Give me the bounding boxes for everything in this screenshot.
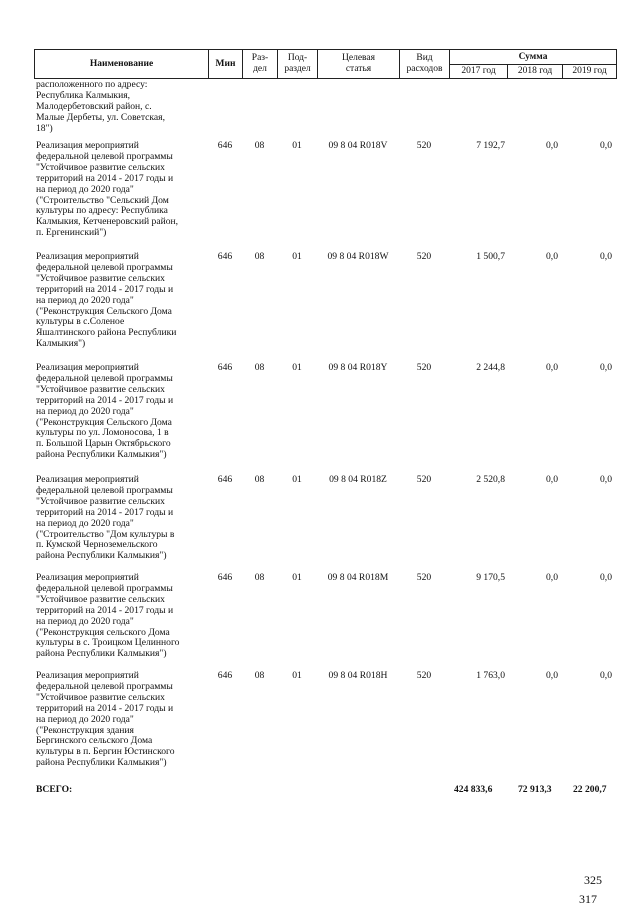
row-2018: 0,0 xyxy=(546,474,558,485)
row-celevaya: 09 8 04 R018W xyxy=(327,251,389,262)
row-2018: 0,0 xyxy=(546,670,558,681)
row-podrazdel: 01 xyxy=(292,474,302,485)
row-name: Реализация мероприятий федеральной целевой программы "Устойчивое развитие сельских территорий на 2014 - 2017 годы и на период до 2020 года" ("Реконструкция здания Бергинского сельского Дома культуры в п. Бергин Юстинского района Республики Калмыкия") xyxy=(36,670,175,769)
row-razdel: 08 xyxy=(254,251,265,262)
header-celevaya: Целевая статья xyxy=(318,50,400,79)
row-min: 646 xyxy=(217,670,233,681)
row-podrazdel: 01 xyxy=(292,670,302,681)
row-razdel: 08 xyxy=(254,362,265,373)
row-2017: 2 520,8 xyxy=(476,474,505,485)
row-vid: 520 xyxy=(416,670,432,681)
row-razdel: 08 xyxy=(254,474,265,485)
row-podrazdel: 01 xyxy=(292,572,302,583)
row-min: 646 xyxy=(217,572,233,583)
row-razdel: 08 xyxy=(254,572,265,583)
row-name: Реализация мероприятий федеральной целевой программы "Устойчивое развитие сельских территорий на 2014 - 2017 годы и на период до 2020 года" ("Реконструкция Сельского Дома культуры по ул. Ломоносова, 1 в п. Большой Царын Октябрьского района Республики Калмыкия") xyxy=(36,362,174,461)
row-2017: 9 170,5 xyxy=(476,572,505,583)
header-summa: Сумма xyxy=(450,50,617,65)
row-2017: 1 763,0 xyxy=(476,670,505,681)
row-podrazdel: 01 xyxy=(292,362,302,373)
row-celevaya: 09 8 04 R018Z xyxy=(329,474,387,485)
row-vid: 520 xyxy=(416,140,432,151)
row-vid: 520 xyxy=(416,572,432,583)
row-2019: 0,0 xyxy=(600,670,612,681)
row-celevaya: 09 8 04 R018Y xyxy=(328,362,388,373)
total-2018: 72 913,3 xyxy=(518,784,552,795)
total-label: ВСЕГО: xyxy=(36,784,73,795)
total-2019: 22 200,7 xyxy=(573,784,607,795)
page-number-upper: 325 xyxy=(584,873,602,887)
total-row xyxy=(36,784,616,798)
row-2018: 0,0 xyxy=(546,251,558,262)
header-vid: Вид расходов xyxy=(400,50,450,79)
row-2019: 0,0 xyxy=(600,362,612,373)
row-2019: 0,0 xyxy=(600,474,612,485)
row-vid: 520 xyxy=(416,474,432,485)
row-min: 646 xyxy=(217,474,233,485)
header-name: Наименование xyxy=(35,50,209,79)
header-min: Мин xyxy=(209,50,243,79)
row-2019: 0,0 xyxy=(600,572,612,583)
row-celevaya: 09 8 04 R018V xyxy=(328,140,388,151)
row-2017: 2 244,8 xyxy=(476,362,505,373)
row-2018: 0,0 xyxy=(546,572,558,583)
row-razdel: 08 xyxy=(254,670,265,681)
header-2017: 2017 год xyxy=(450,65,508,79)
row-podrazdel: 01 xyxy=(292,251,302,262)
row-vid: 520 xyxy=(416,362,432,373)
row-name: Реализация мероприятий федеральной целевой программы "Устойчивое развитие сельских территорий на 2014 - 2017 годы и на период до 2020 года" ("Реконструкция Сельского Дома культуры в с.Соленое Яшалтинского района Республики Калмыкия") xyxy=(36,251,177,350)
row-min: 646 xyxy=(217,251,233,262)
row-name: расположенного по адресу: Республика Калмыкия, Малодербетовский район, с. Малые Дербеты, ул. Советская, 18") xyxy=(36,79,165,134)
row-name: Реализация мероприятий федеральной целевой программы "Устойчивое развитие сельских территорий на 2014 - 2017 годы и на период до 2020 года" ("Реконструкция сельского Дома культуры в с. Троицком Целинного района Республики Калмыкия") xyxy=(36,572,180,660)
row-min: 646 xyxy=(217,362,233,373)
header-podrazdel: Под- раздел xyxy=(278,50,318,79)
row-2019: 0,0 xyxy=(600,140,612,151)
row-celevaya: 09 8 04 R018M xyxy=(327,572,389,583)
row-podrazdel: 01 xyxy=(292,140,302,151)
header-2018: 2018 год xyxy=(508,65,563,79)
row-min: 646 xyxy=(217,140,233,151)
row-2017: 7 192,7 xyxy=(476,140,505,151)
header-razdel: Раз- дел xyxy=(243,50,278,79)
row-vid: 520 xyxy=(416,251,432,262)
table-header xyxy=(34,49,617,79)
row-2017: 1 500,7 xyxy=(476,251,505,262)
row-2019: 0,0 xyxy=(600,251,612,262)
row-2018: 0,0 xyxy=(546,140,558,151)
total-2017: 424 833,6 xyxy=(454,784,493,795)
row-name: Реализация мероприятий федеральной целевой программы "Устойчивое развитие сельских территорий на 2014 - 2017 годы и на период до 2020 года" ("Строительство "Дом культуры в п. Кумской Черноземельского района Республики Калмыкия") xyxy=(36,474,175,562)
page-number-lower: 317 xyxy=(579,892,597,906)
row-2018: 0,0 xyxy=(546,362,558,373)
row-celevaya: 09 8 04 R018H xyxy=(328,670,388,681)
header-2019: 2019 год xyxy=(563,65,617,79)
row-name: Реализация мероприятий федеральной целевой программы "Устойчивое развитие сельских территорий на 2014 - 2017 годы и на период до 2020 года" ("Строительство "Сельский Дом культуры по адресу: Республика Калмыкия, Кетченеровский район, п. Ергенинский") xyxy=(36,140,179,239)
row-razdel: 08 xyxy=(254,140,265,151)
